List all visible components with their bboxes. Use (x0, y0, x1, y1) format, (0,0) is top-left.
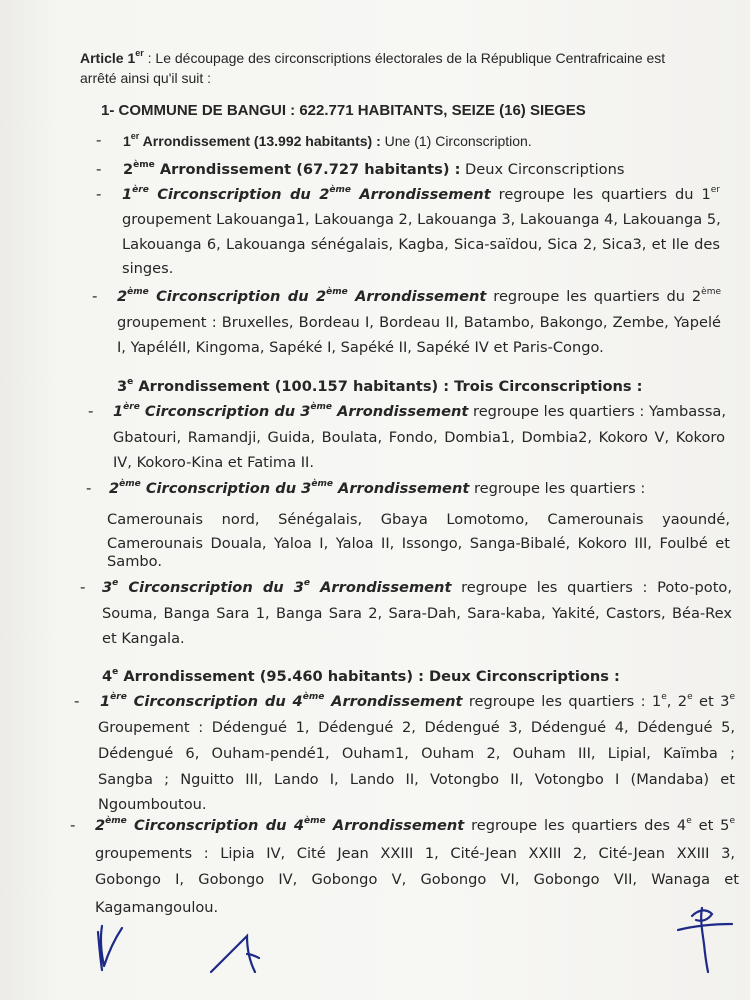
arr4-c2-line-1: 2ème Circonscription du 4ème Arrondissement regroupe les quartiers des 4e et 5e (95, 816, 736, 834)
bullet-dash: - (96, 160, 102, 178)
bullet-dash: - (88, 402, 94, 420)
arr2-c1-line-3: Lakouanga 6, Lakouanga sénégalais, Kagba, Sica-saïdou, Sica 2, Sica3, et Ile des (122, 236, 720, 253)
article-label: Article 1er (80, 48, 144, 66)
arr2-c2-line-3: I, YapéléII, Kingoma, Sapéké I, Sapéké II, Sapéké IV et Paris-Congo. (117, 339, 604, 356)
article-intro: : Le découpage des circonscriptions électorales de la République Centrafricaine est (143, 50, 666, 66)
arr3-heading: 3e Arrondissement (100.157 habitants) : Trois Circonscriptions : (117, 377, 643, 395)
arr3-c2-line-4: Sambo. (107, 553, 162, 570)
arr2-c2-line-2: groupement : Bruxelles, Bordeau I, Bordeau II, Batambo, Bakongo, Zembe, Yapelé (117, 314, 721, 331)
bullet-dash: - (70, 816, 76, 834)
initials-signature-right (672, 900, 738, 976)
arr4-c2-line-3: Gobongo I, Gobongo IV, Gobongo V, Gobongo VI, Gobongo VII, Wanaga et (95, 871, 739, 888)
initials-signature-left (90, 918, 130, 980)
arr4-c1-line-1: 1ère Circonscription du 4ème Arrondissement regroupe les quartiers : 1e, 2e et 3e (100, 692, 735, 710)
bullet-dash: - (86, 479, 92, 497)
arr3-c3-line-3: et Kangala. (102, 630, 185, 647)
arr4-c2-line-2: groupements : Lipia IV, Cité Jean XXIII 1, Cité-Jean XXIII 2, Cité-Jean XXIII 3, (95, 845, 735, 862)
bullet-dash: - (96, 185, 102, 203)
bullet-dash: - (80, 578, 86, 596)
arr3-c1-line-2: Gbatouri, Ramandji, Guida, Boulata, Fondo, Dombia1, Dombia2, Kokoro V, Kokoro (113, 429, 725, 446)
section-heading-bangui: 1- COMMUNE DE BANGUI : 622.771 HABITANTS, SEIZE (16) SIEGES (101, 102, 586, 119)
initials-signature-middle (205, 930, 265, 978)
arr2-c2-line-1: 2ème Circonscription du 2ème Arrondissement regroupe les quartiers du 2ème (117, 287, 722, 305)
arr2-c1-line-4: singes. (122, 260, 174, 277)
arr3-c2-line-1: 2ème Circonscription du 3ème Arrondissement regroupe les quartiers : (109, 479, 646, 497)
arr3-c2-line-3: Camerounais Douala, Yaloa I, Yaloa II, Issongo, Sanga-Bibalé, Kokoro III, Foulbé et (107, 535, 730, 552)
arr4-c1-line-3: Dédengué 6, Ouham-pendé1, Ouham1, Ouham 2, Ouham III, Lipial, Kaïmba ; (98, 745, 735, 762)
arr4-c1-line-2: Groupement : Dédengué 1, Dédengué 2, Dédengué 3, Dédengué 4, Dédengué 5, (98, 719, 735, 736)
article-line-1 (80, 48, 665, 68)
arr2-c1-line-2: groupement Lakouanga1, Lakouanga 2, Lakouanga 3, Lakouanga 4, Lakouanga 5, (122, 211, 721, 228)
arr1-line: 1er Arrondissement (13.992 habitants) : Une (1) Circonscription. (123, 131, 532, 149)
arr3-c3-line-2: Souma, Banga Sara 1, Banga Sara 2, Sara-Dah, Sara-kaba, Yakité, Castors, Béa-Rex (102, 605, 732, 622)
arr4-c1-line-5: Ngoumboutou. (98, 796, 207, 813)
arr4-c2-line-4: Kagamangoulou. (95, 899, 219, 916)
arr4-heading: 4e Arrondissement (95.460 habitants) : Deux Circonscriptions : (102, 667, 620, 685)
arr3-c1-line-1: 1ère Circonscription du 3ème Arrondissement regroupe les quartiers : Yambassa, (113, 402, 727, 420)
bullet-dash: - (96, 131, 102, 149)
arr2-line: 2ème Arrondissement (67.727 habitants) : Deux Circonscriptions (123, 160, 625, 178)
arr3-c1-line-3: IV, Kokoro-Kina et Fatima II. (113, 454, 314, 471)
article-line-2: arrêté ainsi qu'il suit : (80, 70, 212, 86)
bullet-dash: - (92, 287, 98, 305)
bullet-dash: - (74, 692, 80, 710)
arr3-c2-line-2: Camerounais nord, Sénégalais, Gbaya Lomotomo, Camerounais yaoundé, (107, 511, 730, 528)
arr2-c1-line-1: 1ère Circonscription du 2ème Arrondissement regroupe les quartiers du 1er (122, 185, 721, 203)
arr4-c1-line-4: Sangba ; Nguitto III, Lando I, Lando II, Votongbo II, Votongbo I (Mandaba) et (98, 771, 735, 788)
arr3-c3-line-1: 3e Circonscription du 3e Arrondissement regroupe les quartiers : Poto-poto, (102, 578, 733, 596)
